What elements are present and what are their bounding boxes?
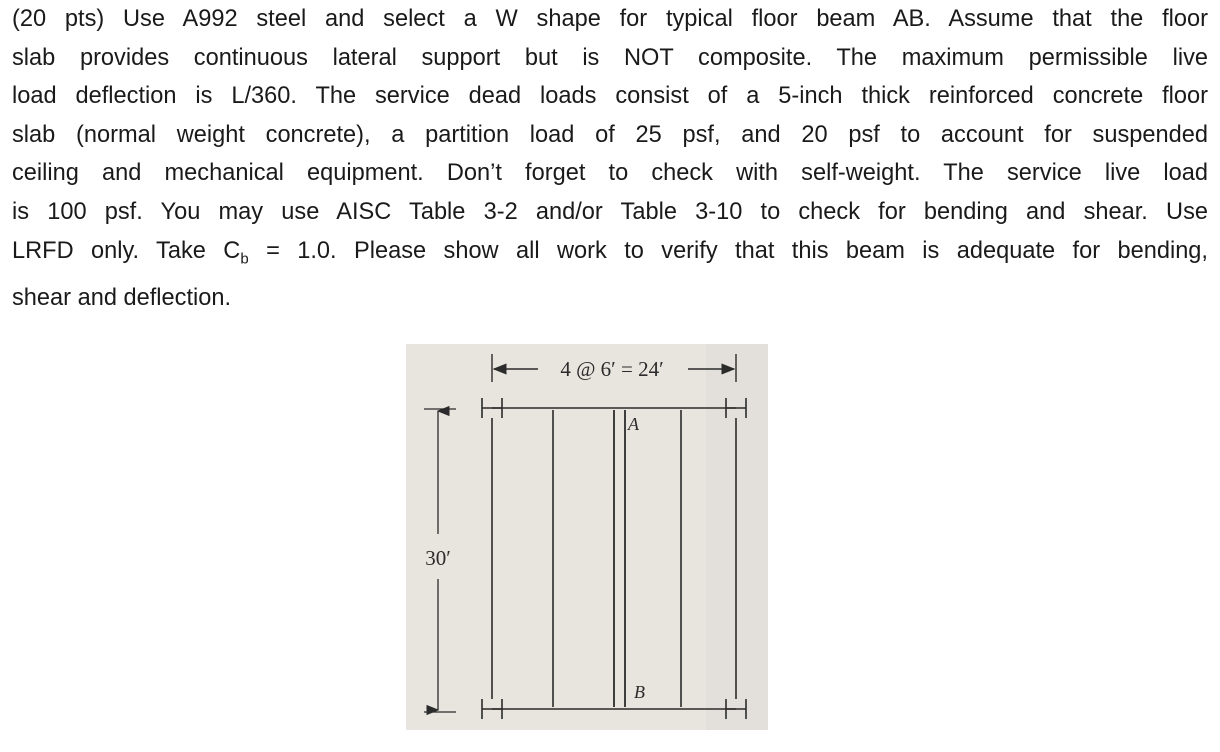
label-a: A [628, 414, 639, 434]
floor-framing-figure [406, 344, 768, 730]
problem-line-3: load deflection is L/360. The service dead loads consist of a 5-inch thick reinforced concrete floor [12, 83, 1208, 110]
problem-line-6: is 100 psf. You may use AISC Table 3-2 and/or Table 3-10 to check for bending and shear. Use [12, 198, 1208, 225]
problem-line-5: ceiling and mechanical equipment. Don’t forget to check with self-weight. The service live load [12, 160, 1208, 187]
problem-line-4: slab (normal weight concrete), a partition load of 25 psf, and 20 psf to account for suspended [12, 121, 1208, 148]
problem-line-7-part-1: LRFD only. Take C [12, 237, 241, 264]
cb-subscript: b [240, 250, 249, 268]
label-b: B [634, 682, 645, 702]
problem-line-7 [12, 232, 1208, 279]
problem-line-8: shear and deflection. [12, 284, 232, 311]
length-label: 30′ [425, 546, 451, 570]
problem-line-2: slab provides continuous lateral support but is NOT composite. The maximum permissible live [12, 44, 1208, 71]
span-label: 4 @ 6′ = 24′ [560, 357, 664, 381]
problem-statement [12, 0, 1208, 317]
problem-line-7-part-2: = 1.0. Please show all work to verify that this beam is adequate for bending, [248, 237, 1208, 264]
problem-line-1: (20 pts) Use A992 steel and select a W shape for typical floor beam AB. Assume that the floor [12, 6, 1208, 32]
